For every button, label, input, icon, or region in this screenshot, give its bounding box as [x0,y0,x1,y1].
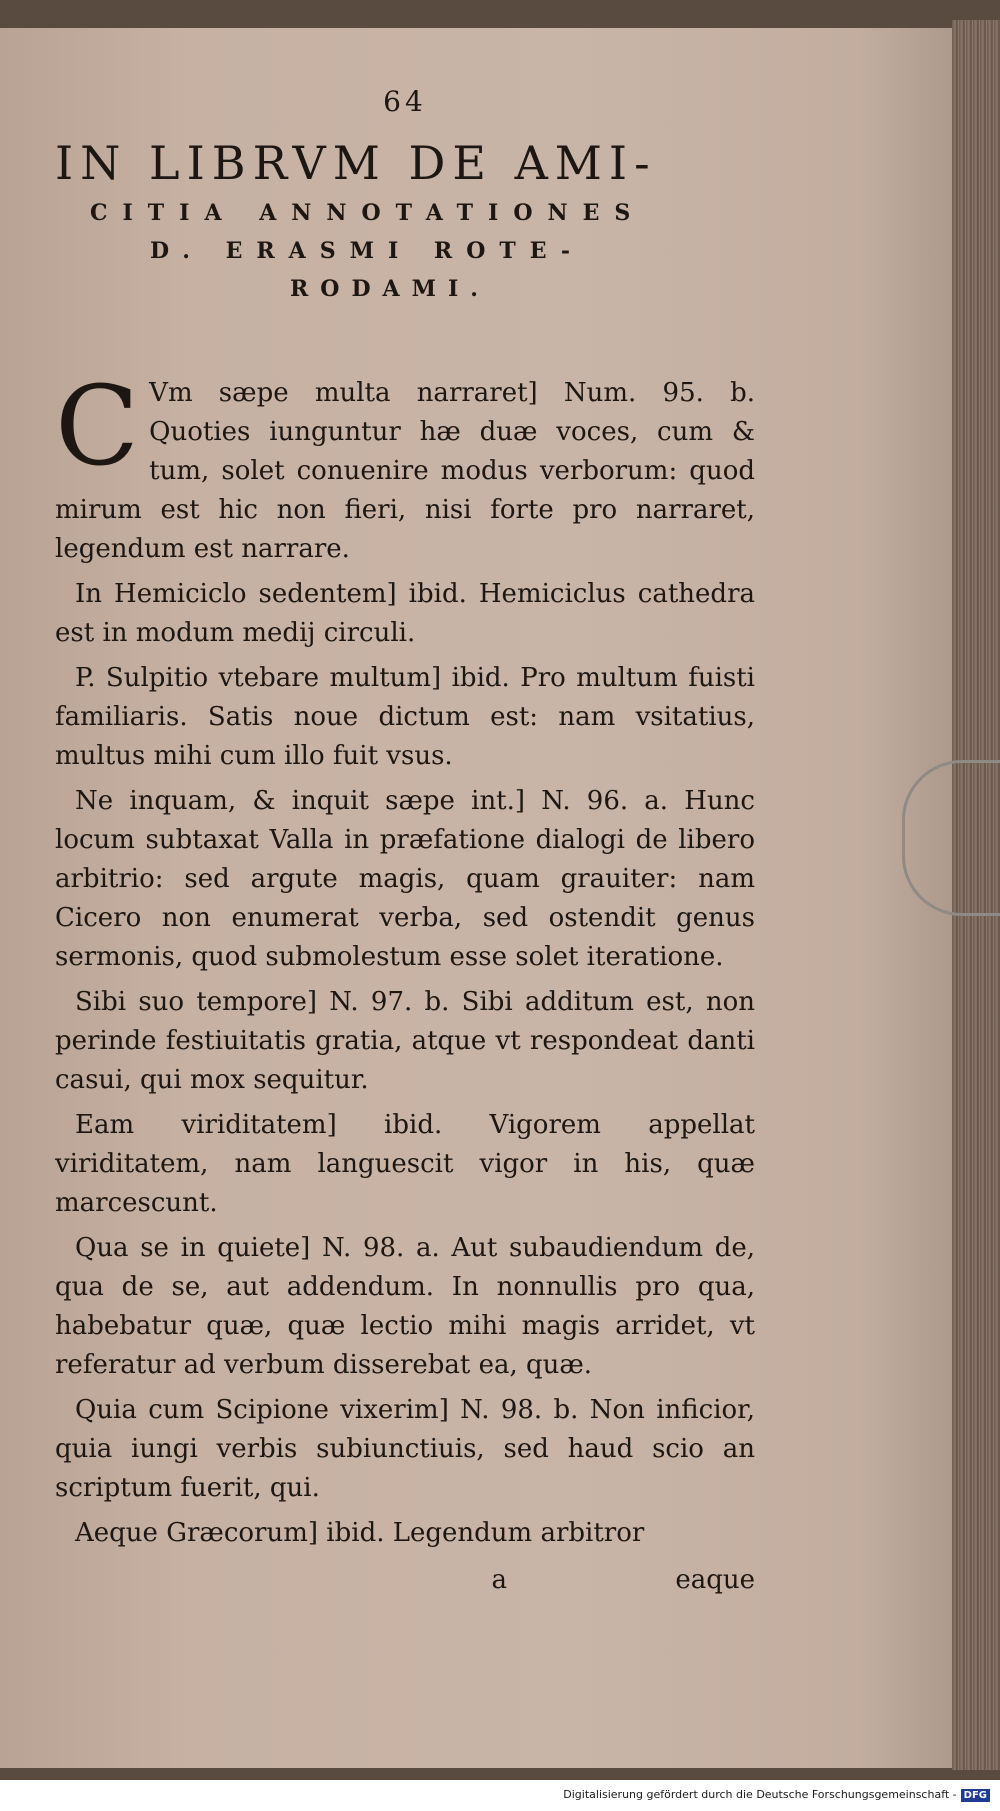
annotation-body [55,362,755,1600]
drop-cap: C [55,362,140,490]
heading-line-2: CITIA ANNOTATIONES [90,200,646,226]
annotation-entry: Eam viriditatem] ibid. Vigorem appellat viriditatem, nam languescit vigor in his, quæ marcescunt. [55,1110,755,1218]
annotation-entry: Qua se in quiete] N. 98. a. Aut subaudiendum de, qua de se, aut addendum. In nonnullis pro qua, habebatur quæ, quæ lectio mihi magis arridet, vt referatur ad verbum disserebat ea, quæ. [55,1233,755,1380]
annotation-entry: In Hemiciclo sedentem] ibid. Hemiciclus cathedra est in modum medij circuli. [55,579,755,648]
heading-line-4: RODAMI. [290,276,490,302]
page-number: 64 [383,85,427,118]
annotation-entry: Ne inquam, & inquit sæpe int.] N. 96. a. Hunc locum subtaxat Valla in præfatione dialogi de libero arbitrio: sed argute magis, quam grauiter: nam Cicero non enumerat verba, sed ostendit genus sermonis, quod submolestum esse solet iteratione. [55,786,755,972]
book-clasp [902,760,1000,916]
dfg-logo: DFG [961,1789,990,1802]
footer-text: Digitalisierung gefördert durch die Deutsche Forschungsgemeinschaft - [563,1788,957,1801]
annotation-text: Vm sæpe multa narraret] Num. 95. b. Quoties iunguntur hæ duæ voces, cum & tum, solet conuenire modus verborum: quod mirum est hic non fieri, nisi forte pro narraret, legendum est narrare. [55,378,755,564]
annotation-entry: Quia cum Scipione vixerim] N. 98. b. Non inficior, quia iungi verbis subiunctiuis, sed haud scio an scriptum fuerit, qui. [55,1395,755,1503]
annotation-entry: Sibi suo tempore] N. 97. b. Sibi additum est, non perinde festiuitatis gratia, atque vt respondeat danti casui, qui mox sequitur. [55,987,755,1095]
annotation-entry: P. Sulpitio vtebare multum] ibid. Pro multum fuisti familiaris. Satis noue dictum est: nam vsitatius, multus mihi cum illo fuit vsus. [55,663,755,771]
heading-line-1: IN LIBRVM DE AMI- [55,136,657,190]
page-content [55,85,755,1600]
digitization-footer [0,1788,990,1802]
catchword: eaque [675,1565,755,1595]
heading-line-3: D. ERASMI ROTE- [150,238,585,264]
heading [55,136,755,302]
annotation-entry [55,362,755,569]
catchword-line [55,1561,755,1600]
annotation-entry: Aeque Græcorum] ibid. Legendum arbitror [75,1518,645,1548]
signature-mark: a [491,1565,508,1595]
